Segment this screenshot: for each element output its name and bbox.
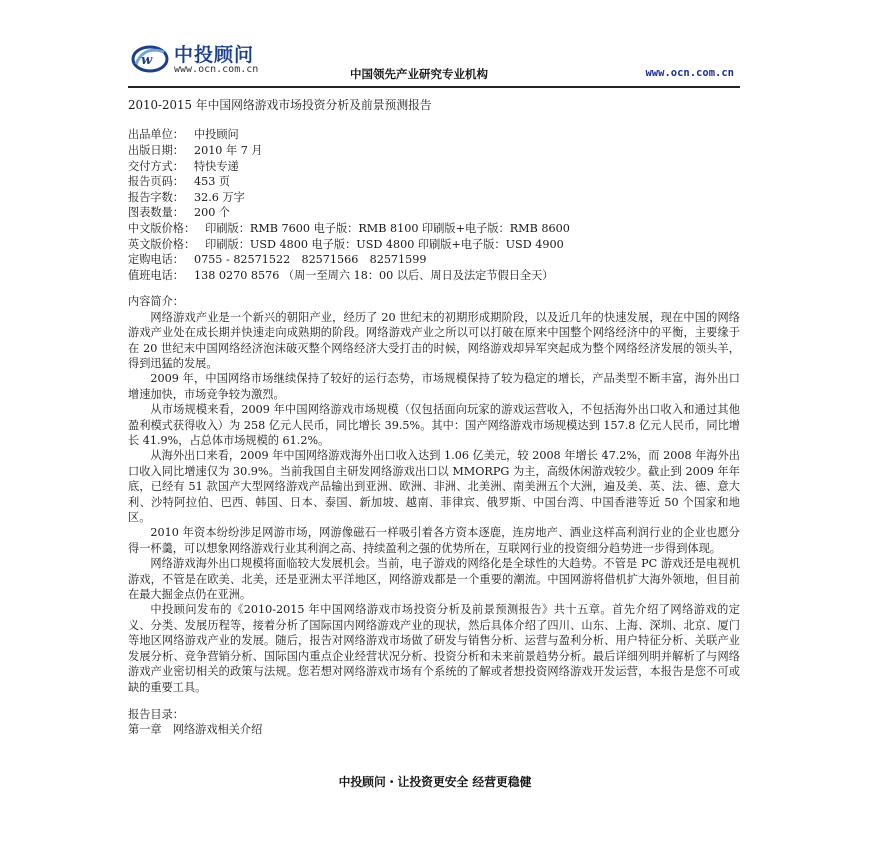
info-value: 0755 - 82571522 82571566 82571599 bbox=[193, 253, 427, 267]
info-label: 定购电话： bbox=[128, 253, 184, 267]
document-body bbox=[128, 98, 740, 738]
info-row bbox=[128, 143, 740, 159]
page-footer-slogan: 中投顾问・让投资更安全 经营更稳健 bbox=[338, 775, 532, 789]
info-value: 453 页 bbox=[193, 175, 231, 189]
info-label: 报告页码： bbox=[128, 175, 184, 189]
ocn-swirl-logo-icon bbox=[130, 42, 170, 76]
intro-paragraph: 2009 年，中国网络市场继续保持了较好的运行态势，市场规模保持了较为稳定的增长，产品类型不断丰富，海外出口增速加快，市场竞争较为激烈。 bbox=[128, 372, 740, 401]
company-logo bbox=[128, 38, 368, 82]
intro-paragraph: 中投顾问发布的《2010-2015 年中国网络游戏市场投资分析及前景预测报告》共十五章。首先介绍了网络游戏的定义、分类、发展历程等，接着分析了国际国内网络游戏产业的现状，然后具体介绍了四川、山东、上海、深圳、北京、厦门等地区网络游戏产业的发展。随后，报告对网络游戏市场做了研发与销售分析、运营与盈利分析、用户特征分析、关联产业发展分析、竞争营销分析、国际国内重点企业经营状况分析、投资分析和未来前景趋势分析。最后详细列明并解析了与网络游戏产业密切相关的政策与法规。您若想对网络游戏市场有个系统的了解或者想投资网络游戏开发运营，本报告是您不可或缺的重要工具。 bbox=[128, 603, 740, 694]
info-row bbox=[128, 174, 740, 190]
info-row bbox=[128, 268, 740, 284]
info-label: 中文版价格： bbox=[128, 221, 196, 235]
info-row bbox=[128, 252, 740, 268]
header-slogan: 中国领先产业研究专业机构 bbox=[350, 67, 488, 81]
info-label: 出品单位： bbox=[128, 128, 184, 142]
svg-text:w: w bbox=[141, 53, 153, 68]
report-info bbox=[128, 127, 740, 283]
info-value: 印刷版：RMB 7600 电子版：RMB 8100 印刷版+电子版：RMB 8600 bbox=[205, 221, 570, 235]
logo-name: 中投顾问 bbox=[174, 44, 255, 66]
info-value: 中投顾问 bbox=[193, 128, 239, 142]
info-value: 特快专递 bbox=[193, 159, 239, 173]
info-row bbox=[128, 190, 740, 206]
intro-paragraph: 2010 年资本纷纷涉足网游市场，网游像磁石一样吸引着各方资本逐鹿，连房地产、酒业这样高利润行业的企业也愿分得一杯羹，可以想象网络游戏行业其利润之高、持续盈利之强的优势所在，互联网行业的投资细分趋势进一步得到体现。 bbox=[128, 526, 740, 555]
info-label: 报告字数： bbox=[128, 190, 184, 204]
toc-item[interactable]: 第一章 网络游戏相关介绍 bbox=[128, 723, 263, 737]
info-label: 出版日期： bbox=[128, 144, 184, 157]
info-label: 值班电话： bbox=[128, 268, 184, 282]
intro-label: 内容简介： bbox=[128, 295, 184, 309]
intro-paragraph: 网络游戏产业是一个新兴的朝阳产业，经历了 20 世纪末的初期形成期阶段，以及近几年的快速发展，现在中国的网络游戏产业处在成长期并快速走向成熟期的阶段。网络游戏产业之所以可以打破在原来中国整个网络经济中的平衡，主要缘于在 20 世纪末中国网络经济泡沫破灭整个网络经济大受打击的时候，网络游戏却异军突起成为整个网络经济发展的领头羊，得到迅猛的发展。 bbox=[128, 310, 740, 370]
info-value: 200 个 bbox=[193, 206, 231, 220]
header-site-url[interactable]: www.ocn.com.cn bbox=[645, 67, 734, 79]
intro-paragraph: 从海外出口来看，2009 年中国网络游戏海外出口收入达到 1.06 亿美元，较 2008 年增长 47.2%，而 2008 年海外出口收入同比增速仅为 30.9%。当前我国自主研发网络游戏出口以 MMORPG 为主，高级休闲游戏较少。截止到 2009 年年底，已经有 51 款国产大型网络游戏产品输出到亚洲、欧洲、非洲、北美洲、南美洲五个大洲，遍及美、英、法、德、意大利、沙特阿拉伯、巴西、韩国、日本、泰国、新加坡、越南、菲律宾、俄罗斯、中国台湾、中国香港等近 50 个国家和地区。 bbox=[128, 449, 740, 525]
report-title: 2010-2015 年中国网络游戏市场投资分析及前景预测报告 bbox=[128, 98, 432, 112]
info-row bbox=[128, 221, 740, 237]
info-label: 交付方式： bbox=[128, 159, 184, 173]
page-header bbox=[128, 38, 740, 88]
header-divider bbox=[128, 86, 740, 88]
logo-url: www.ocn.com.cn bbox=[174, 64, 259, 75]
toc-label: 报告目录： bbox=[128, 707, 184, 721]
info-value: 138 0270 8576 （周一至周六 18：00 以后、周日及法定节假日全天） bbox=[193, 268, 554, 282]
info-value: 印刷版：USD 4800 电子版：USD 4800 印刷版+电子版：USD 4900 bbox=[205, 237, 564, 251]
info-row bbox=[128, 127, 740, 143]
info-label: 图表数量： bbox=[128, 206, 184, 220]
info-value: 32.6 万字 bbox=[193, 190, 245, 204]
info-row bbox=[128, 237, 740, 253]
intro-paragraph: 网络游戏海外出口规模将面临较大发展机会。当前，电子游戏的网络化是全球性的大趋势。不管是 PC 游戏还是电视机游戏，不管是在欧美、北美，还是亚洲太平洋地区，网络游戏都是一个重要的潮流。中国网游将借机扩大海外领地，但目前在最大掘金点仍在亚洲。 bbox=[128, 557, 740, 602]
info-value: 2010 年 7 月 bbox=[193, 144, 263, 157]
intro-paragraph: 从市场规模来看，2009 年中国网络游戏市场规模（仅包括面向玩家的游戏运营收入，不包括海外出口收入和通过其他盈利模式获得收入）为 258 亿元人民币，同比增长 39.5%。其中：国产网络游戏市场规模达到 157.8 亿元人民币，同比增长 41.9%，占总体市场规模的 61.2%。 bbox=[128, 403, 740, 447]
info-row bbox=[128, 159, 740, 175]
info-row bbox=[128, 205, 740, 221]
info-label: 英文版价格： bbox=[128, 237, 196, 251]
